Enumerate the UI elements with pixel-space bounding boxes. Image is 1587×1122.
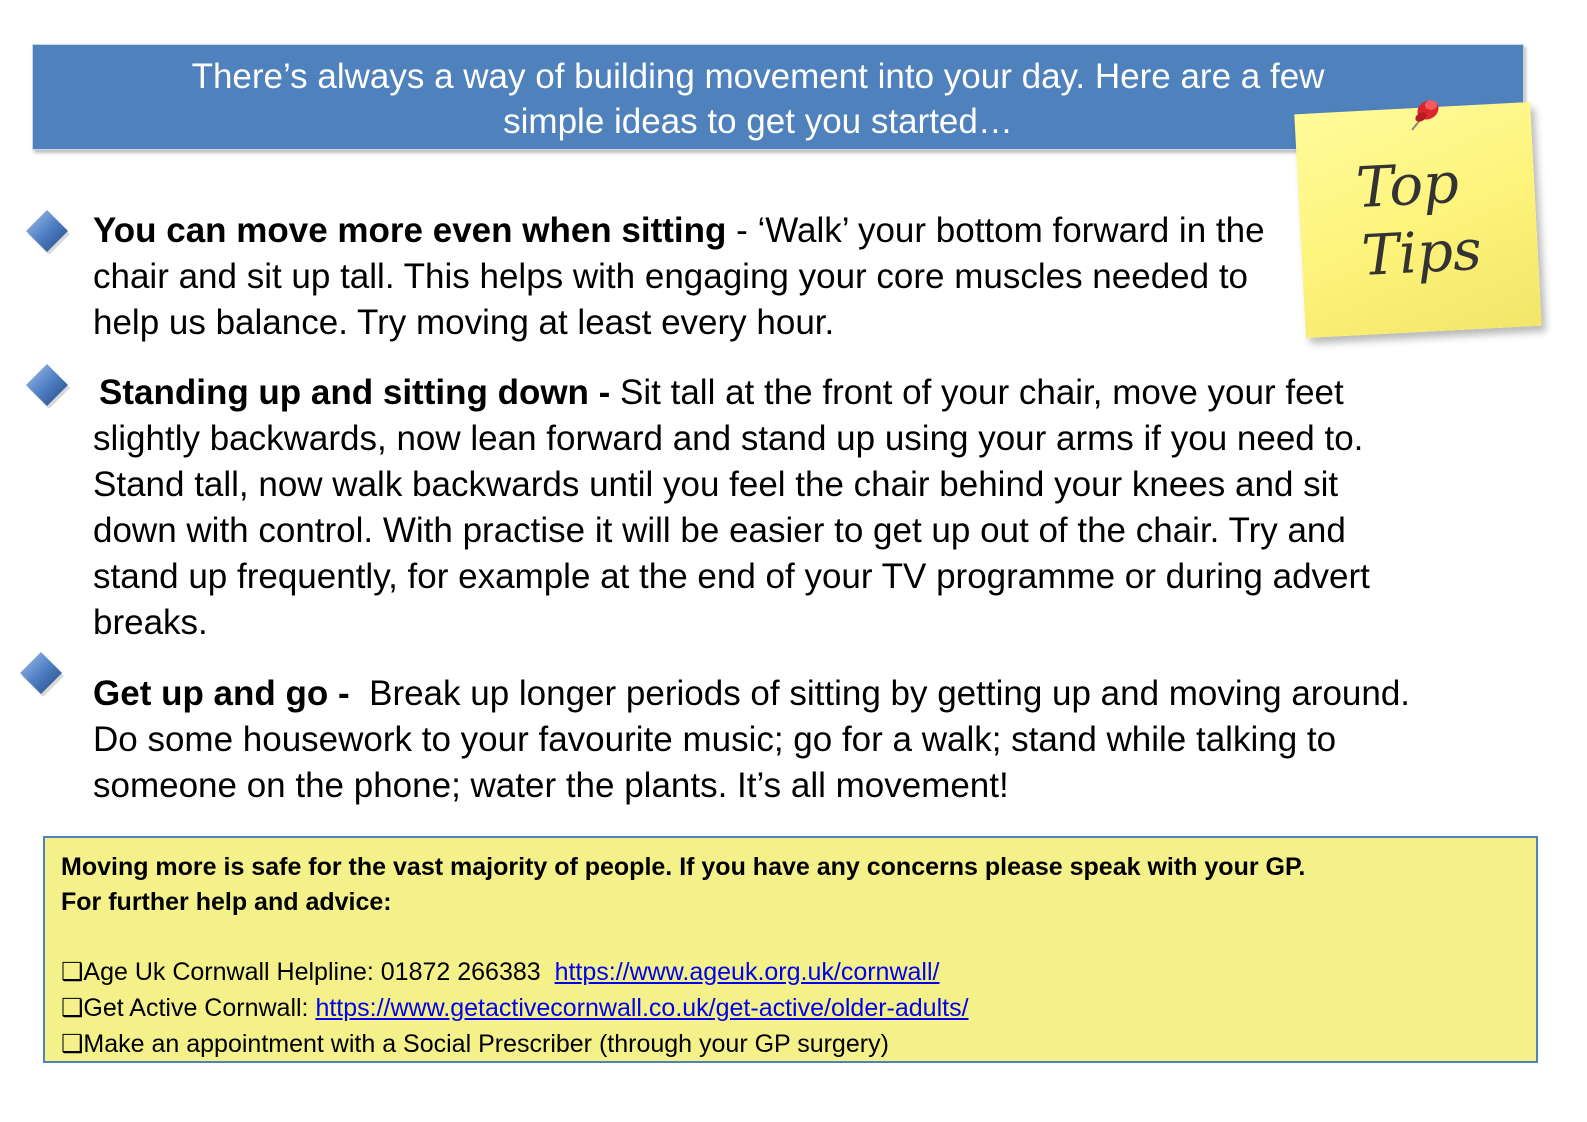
advice-safety-line: Moving more is safe for the vast majority of people. If you have any concerns please speak with your GP. (61, 853, 1306, 881)
tip-separator (610, 373, 620, 412)
diamond-bullet-icon (18, 650, 64, 696)
top-tips-sticky-note (1294, 102, 1541, 338)
advice-item-social-prescriber (61, 1026, 1520, 1062)
tip-body: Break up longer periods of sitting by getting up and moving around. Do some housework to your favourite music; go for a walk; stand while talking to someone on the phone; water the plants. It’s all movement! (93, 674, 1411, 805)
advice-help-line: For further help and advice: (61, 888, 392, 916)
tip-separator: - (726, 211, 758, 250)
push-pin-icon (1406, 94, 1446, 134)
advice-item-text: Make an appointment with a Social Prescriber (through your GP surgery) (83, 1030, 889, 1058)
advice-item-text: Age Uk Cornwall Helpline: 01872 266383 (83, 958, 555, 986)
advice-box (43, 836, 1538, 1063)
tip-heading: Get up and go - (93, 674, 350, 713)
advice-item-get-active (61, 990, 1520, 1026)
sticky-note-line-1: Top (1354, 150, 1461, 222)
checkbox-bullet-icon: ❑ (61, 1029, 84, 1058)
advice-item-age-uk (61, 954, 1520, 990)
age-uk-link[interactable]: https://www.ageuk.org.uk/cornwall/ (554, 958, 940, 986)
advice-item-text: Get Active Cornwall: (83, 994, 316, 1022)
tip-body: Sit tall at the front of your chair, move your feet slightly backwards, now lean forward and stand up using your arms if you need to. Stand tall, now walk backwards until you feel the chair behind your knees and sit down with control. With practise it will be easier to get up out of the chair. Try and stand up frequently, for example at the end of your TV programme or during advert breaks. (93, 373, 1370, 642)
tip-heading: You can move more even when sitting (93, 211, 727, 250)
tip-separator (350, 674, 369, 713)
tip-body: ‘Walk’ your bottom forward in the chair and sit up tall. This helps with engaging your core muscles needed to help us balance. Try moving at least every hour. (93, 211, 1265, 342)
sticky-note-line-2: Tips (1360, 217, 1484, 289)
tip-get-up-and-go (93, 671, 1443, 809)
diamond-bullet-icon (24, 208, 70, 254)
tip-standing (93, 370, 1423, 646)
checkbox-bullet-icon: ❑ (61, 957, 84, 986)
tip-heading: Standing up and sitting down - (99, 373, 611, 412)
diamond-bullet-icon (24, 362, 70, 408)
banner-line-2: simple ideas to get you started… (503, 102, 1013, 141)
tip-sitting (93, 208, 1293, 346)
get-active-link[interactable]: https://www.getactivecornwall.co.uk/get-active/older-adults/ (315, 994, 969, 1022)
sticky-note-text (1355, 148, 1492, 291)
checkbox-bullet-icon: ❑ (61, 993, 84, 1022)
banner-line-1: There’s always a way of building movement into your day. Here are a few (191, 57, 1325, 96)
